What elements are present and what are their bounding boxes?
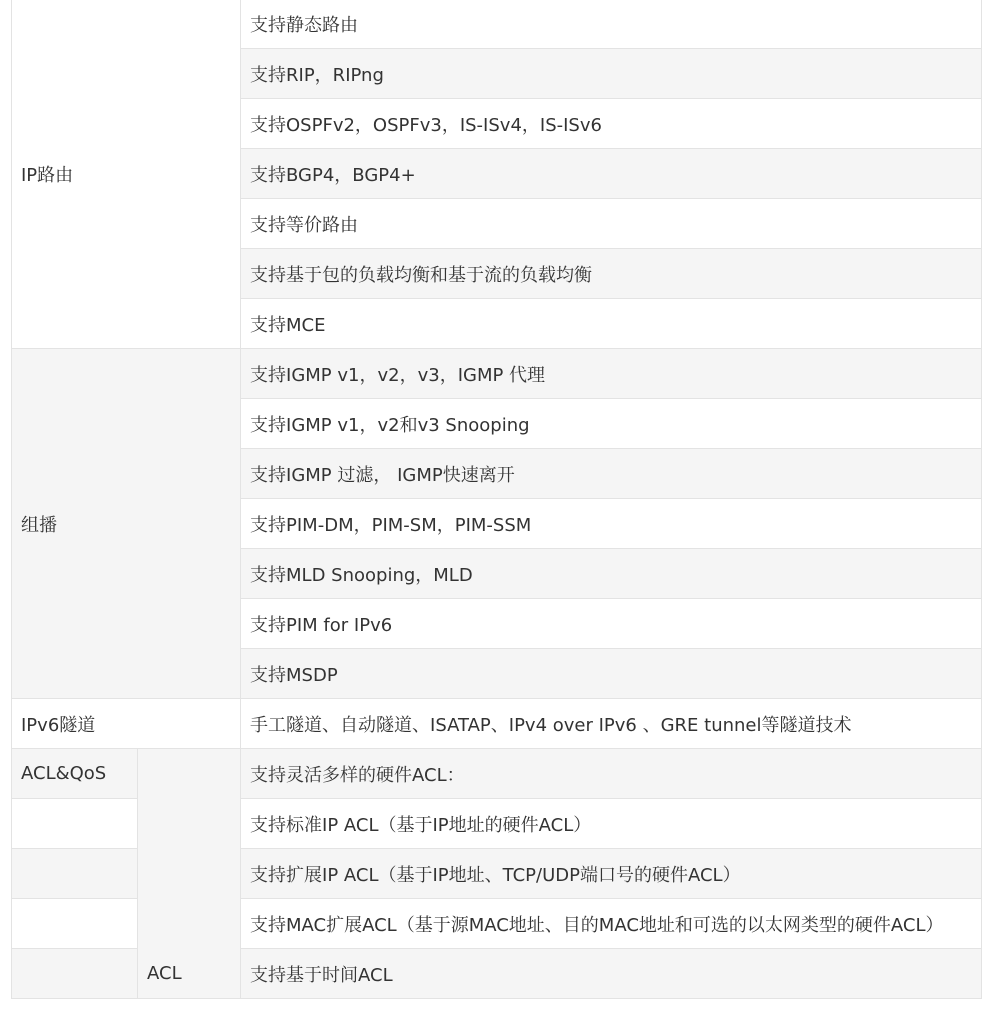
spec-cell: 支持MCE [241,299,982,349]
spec-cell: 支持PIM-DM，PIM-SM，PIM-SSM [241,499,982,549]
spec-cell: 支持基于时间ACL [241,949,982,999]
spec-cell: 支持BGP4，BGP4+ [241,149,982,199]
table-row [12,349,982,399]
category-multicast: 组播 [12,349,241,699]
table-row [12,0,982,49]
spec-cell: 支持等价路由 [241,199,982,249]
spec-table [11,0,982,999]
spec-cell: 支持RIP，RIPng [241,49,982,99]
spec-cell: 手工隧道、自动隧道、ISATAP、IPv4 over IPv6 、GRE tunnel等隧道技术 [241,699,982,749]
category-ipv6-tunnel: IPv6隧道 [12,699,241,749]
subcategory-acl: ACL [138,749,241,999]
spec-cell: 支持灵活多样的硬件ACL： [241,749,982,799]
table-row [12,749,982,799]
empty-cell [12,799,138,849]
spec-cell: 支持标准IP ACL（基于IP地址的硬件ACL） [241,799,982,849]
spec-cell: 支持MLD Snooping，MLD [241,549,982,599]
spec-cell: 支持OSPFv2，OSPFv3，IS-ISv4，IS-ISv6 [241,99,982,149]
spec-cell: 支持MAC扩展ACL（基于源MAC地址、目的MAC地址和可选的以太网类型的硬件ACL） [241,899,982,949]
spec-cell: 支持IGMP v1，v2和v3 Snooping [241,399,982,449]
empty-cell [12,899,138,949]
spec-cell: 支持IGMP v1，v2，v3，IGMP 代理 [241,349,982,399]
table-row [12,699,982,749]
spec-cell: 支持MSDP [241,649,982,699]
spec-cell: 支持静态路由 [241,0,982,49]
spec-cell: 支持IGMP 过滤， IGMP快速离开 [241,449,982,499]
empty-cell [12,949,138,999]
spec-cell: 支持PIM for IPv6 [241,599,982,649]
spec-cell: 支持扩展IP ACL（基于IP地址、TCP/UDP端口号的硬件ACL） [241,849,982,899]
category-ip-routing: IP路由 [12,0,241,349]
spec-cell: 支持基于包的负载均衡和基于流的负载均衡 [241,249,982,299]
category-acl-qos: ACL&QoS [12,749,138,799]
empty-cell [12,849,138,899]
